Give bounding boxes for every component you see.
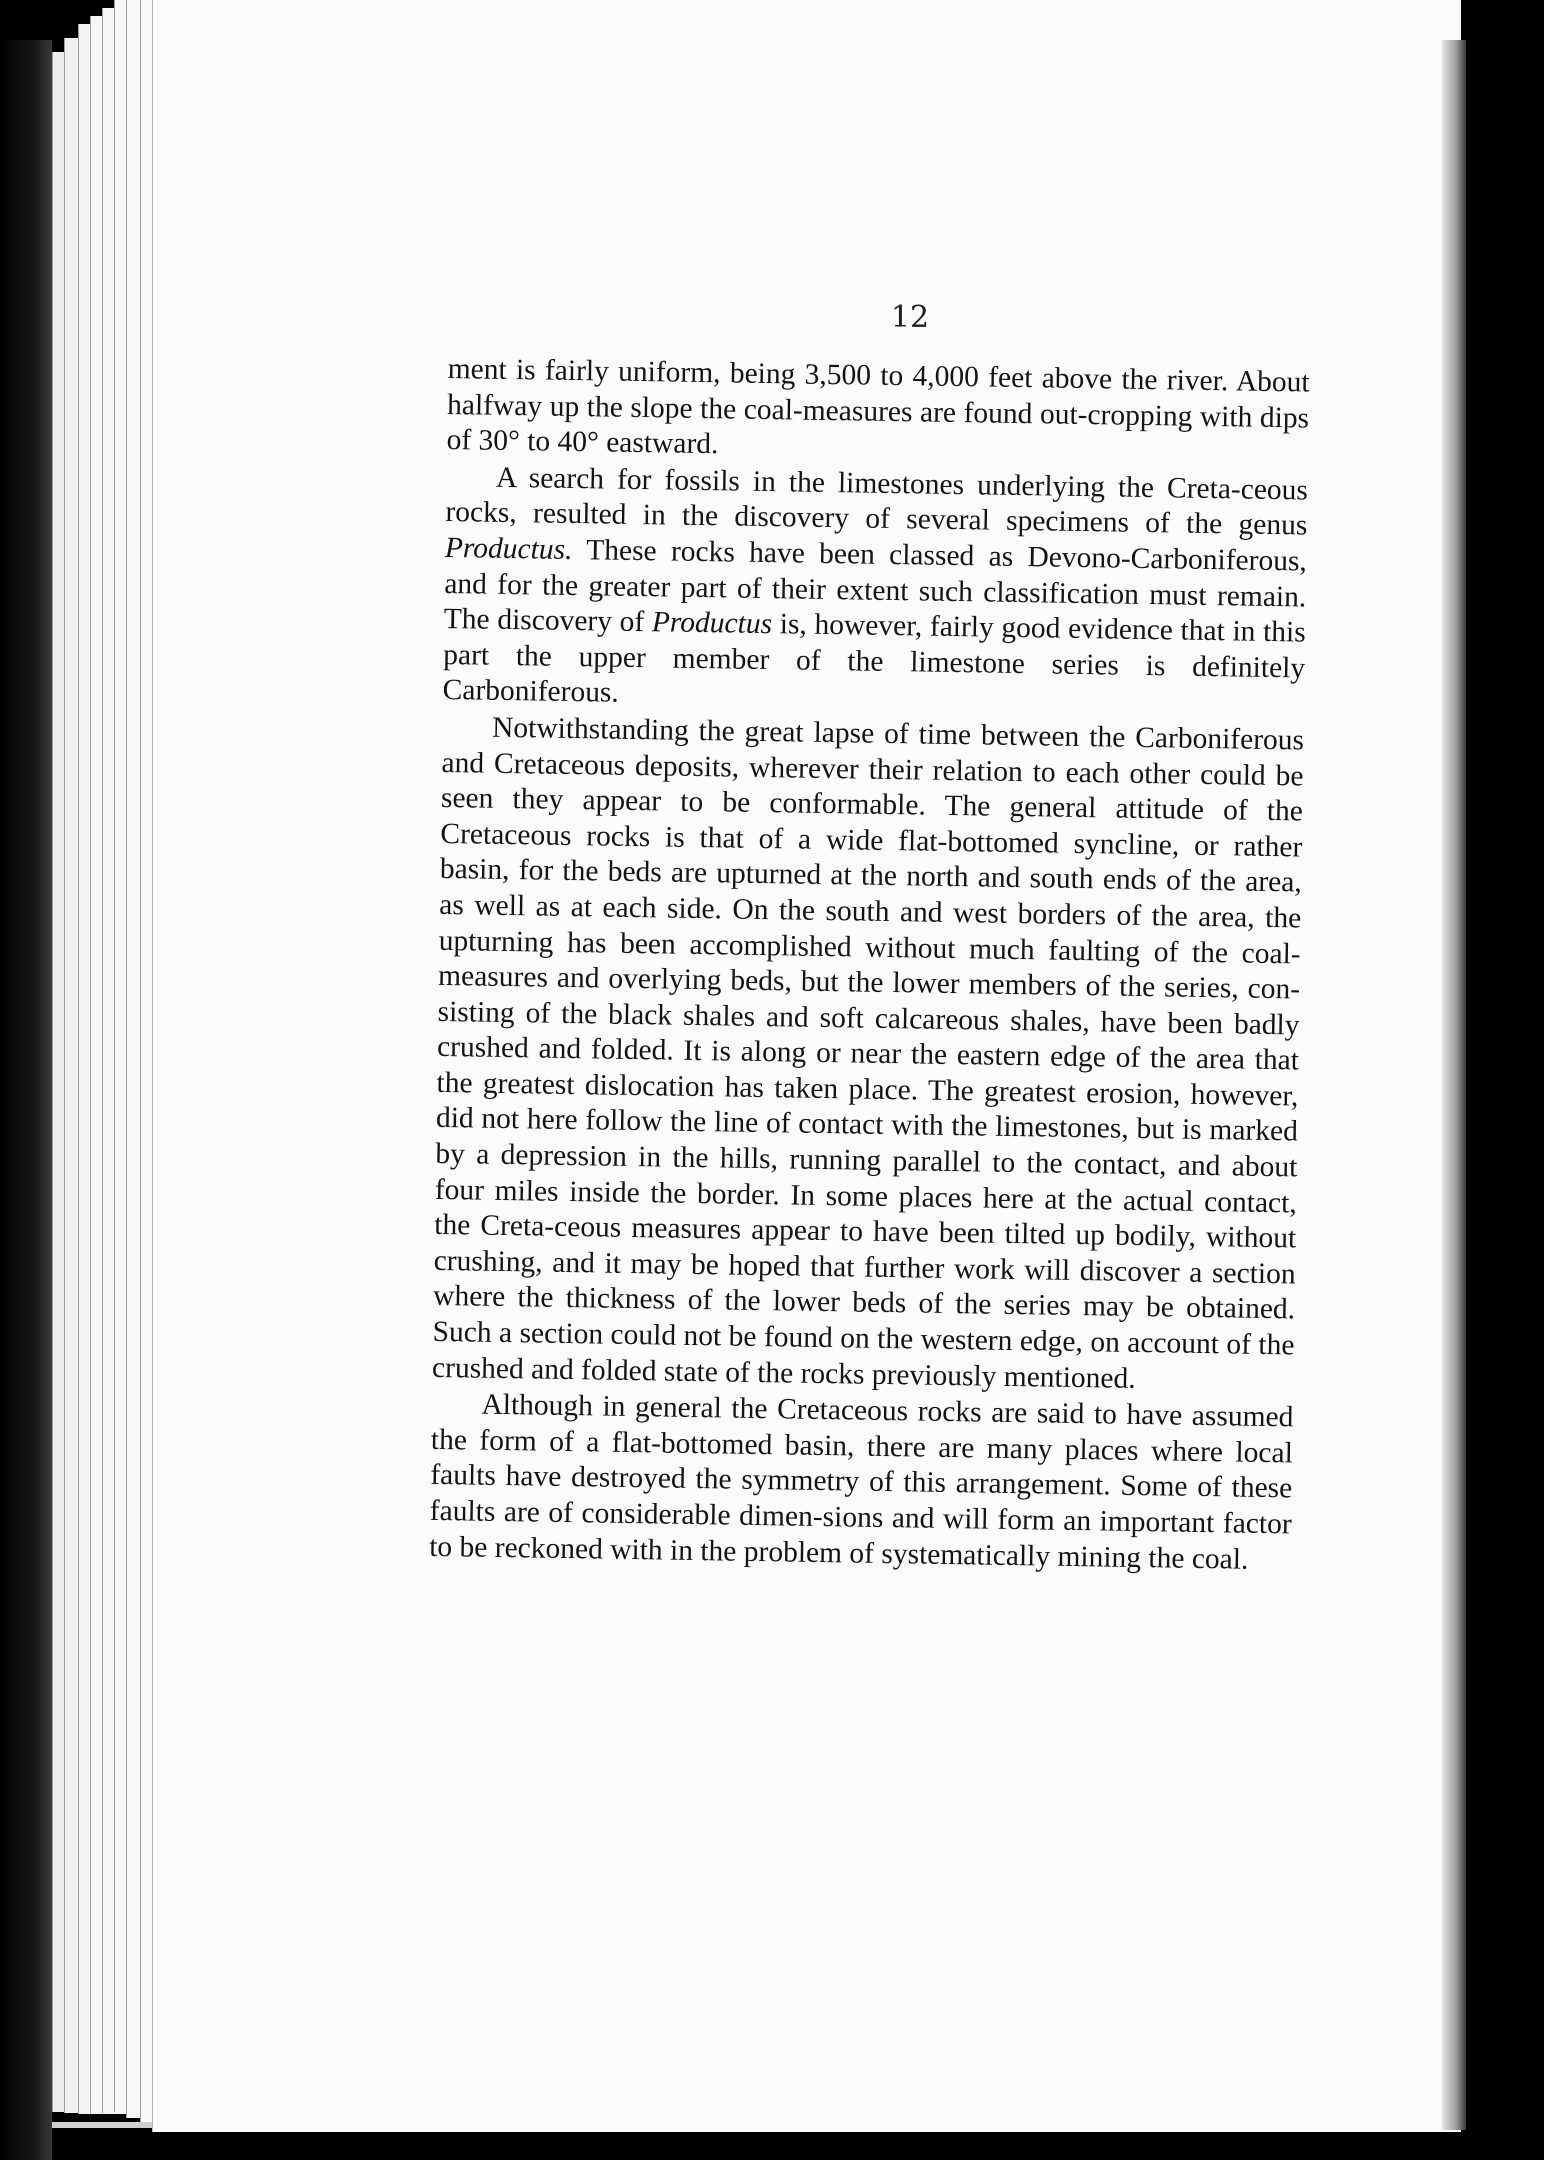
body-text [429, 352, 1310, 1579]
page-number: 12 [890, 300, 930, 335]
paragraph-3 [432, 710, 1305, 1400]
italic-genus-name: Productus. [444, 531, 573, 566]
text-segment: Although in general the Cretaceous rocks are said to have assumed the form of a flat-bottomed basin, there are many places where local faults have destroyed the symmetry of this arrangement. Some of these faults are of considerable dimen-sions and will form an important factor to be reckoned with in the problem of systematically mining the coal. [428, 1388, 1294, 1576]
text-segment: These rocks have been classed as Devono-Carboniferous, and for the greater part of their extent such classification must remain. The discovery of [443, 533, 1308, 639]
paragraph-4 [429, 1387, 1294, 1578]
text-segment: Notwithstanding the great lapse of time between the Carboniferous and Cretaceous deposits, wherever their relation to each other could be seen they appear to be conformable. The general attitude of the Cretaceous rocks is that of a wide flat-bottomed syncline, or rather basin, for the beds are upturned at the north and south ends of the area, as well as at each side. On the south and west borders of the area, the upturning has been accomplished without much faulting of the coal-measures and overlying beds, but the lower members of the series, con-sisting of the black shales and soft calcareous shales, have been badly crushed and folded. It is along or near the eastern edge of the area that the greatest dislocation has taken place. The greatest erosion, however, did not here follow the line of contact with the limestones, but is marked by a depression in the hills, running parallel to the contact, and about four miles inside the border. In some places here at the actual contact, the Creta-ceous measures appear to have been tilted up bodily, without crushing, and it may be hoped that further work will discover a section where the thickness of the lower beds of the series may be obtained. Such a section could not be found on the western edge, on account of the crushed and folded state of the rocks previously mentioned. [431, 711, 1305, 1395]
text-segment: ment is fairly uniform, being 3,500 to 4,000 feet above the river. About halfway up the slope the coal-measures are found out-cropping with dips of 30° to 40° eastward. [446, 352, 1310, 461]
paragraph-2 [442, 460, 1308, 723]
binding-shadow [0, 40, 52, 2160]
paragraph-1 [446, 352, 1310, 472]
text-segment: A search for fossils in the limestones underlying the Creta-ceous rocks, resulted in the discovery of several specimens of the genus [445, 461, 1309, 542]
italic-genus-name: Productus [651, 606, 773, 641]
page-gutter-shadow [1442, 40, 1466, 2130]
text-segment: is, however, fairly good evidence that in this part the upper member of the limestone series is definitely Carboniferous. [442, 608, 1306, 710]
